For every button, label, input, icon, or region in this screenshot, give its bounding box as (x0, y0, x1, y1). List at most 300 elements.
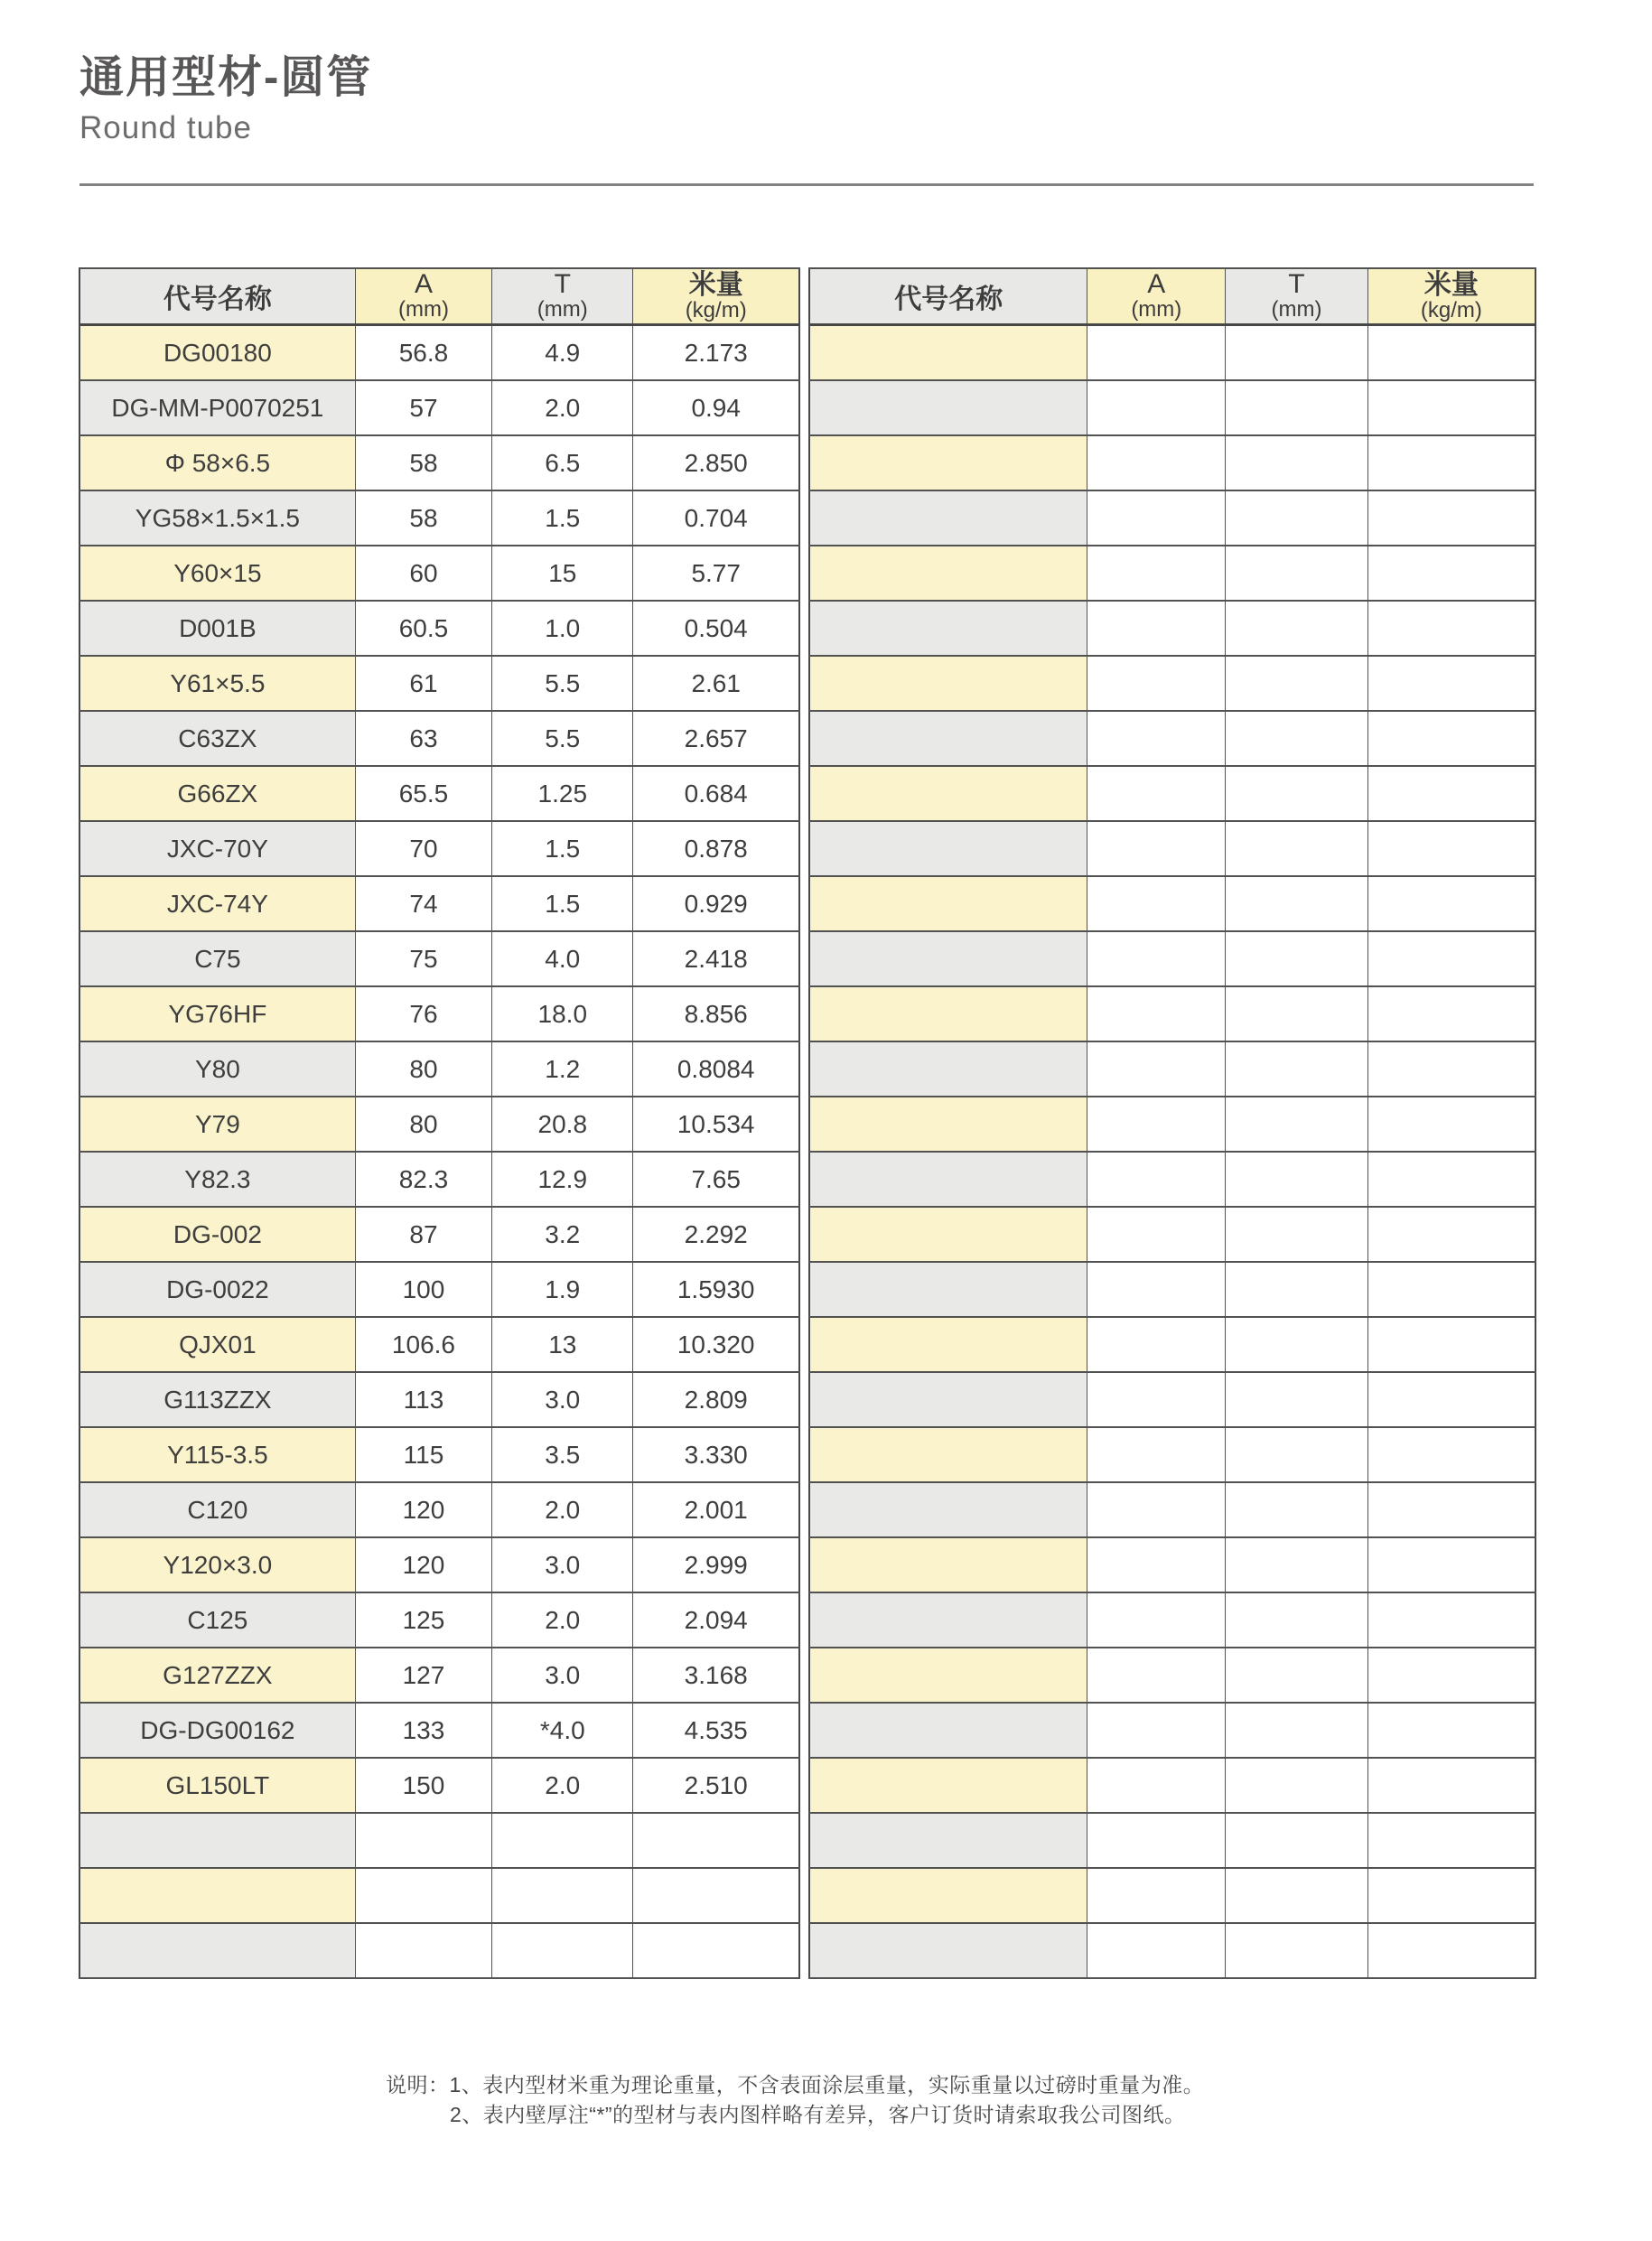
cell-a: 75 (355, 931, 491, 986)
table-row (809, 325, 1535, 381)
page-subtitle: Round tube (79, 110, 252, 146)
col-header-t: T (mm) (492, 268, 633, 325)
cell-w (1367, 931, 1535, 986)
cell-name: C63ZX (79, 711, 355, 766)
title-block (79, 52, 372, 146)
cell-name: YG58×1.5×1.5 (79, 490, 355, 546)
cell-name (809, 1648, 1087, 1703)
cell-t (1226, 435, 1368, 490)
table-row (79, 1041, 799, 1097)
cell-t: 2.0 (492, 380, 633, 435)
table-row (79, 1648, 799, 1703)
cell-a (1087, 1758, 1226, 1813)
cell-a (1087, 876, 1226, 931)
table-row (809, 1097, 1535, 1152)
table-row (79, 766, 799, 821)
cell-w: 10.534 (633, 1097, 799, 1152)
cell-name (809, 931, 1087, 986)
table-row (79, 380, 799, 435)
cell-w: 2.094 (633, 1592, 799, 1648)
cell-a (1087, 1262, 1226, 1317)
cell-t: 3.0 (492, 1372, 633, 1427)
cell-t: *4.0 (492, 1703, 633, 1758)
cell-w: 3.330 (633, 1427, 799, 1482)
cell-t: 3.2 (492, 1207, 633, 1262)
table-body-right (809, 325, 1535, 1979)
cell-a: 60.5 (355, 601, 491, 656)
col-header-t: T (mm) (1226, 268, 1368, 325)
table-row (79, 1923, 799, 1978)
cell-w: 2.292 (633, 1207, 799, 1262)
cell-name (809, 380, 1087, 435)
table-row (79, 1262, 799, 1317)
cell-w (1367, 435, 1535, 490)
table-row (79, 1703, 799, 1758)
cell-name (79, 1868, 355, 1923)
cell-a (1087, 766, 1226, 821)
table-row (809, 821, 1535, 876)
cell-name: Y79 (79, 1097, 355, 1152)
cell-t (1226, 986, 1368, 1041)
cell-w: 5.77 (633, 546, 799, 601)
cell-w: 2.61 (633, 656, 799, 711)
cell-w (1367, 1813, 1535, 1868)
cell-w: 4.535 (633, 1703, 799, 1758)
table-row (79, 1317, 799, 1372)
cell-w: 0.8084 (633, 1041, 799, 1097)
cell-name (809, 1923, 1087, 1978)
table-row (809, 1758, 1535, 1813)
table-row (79, 1813, 799, 1868)
cell-name (809, 1097, 1087, 1152)
table-row (79, 546, 799, 601)
cell-w (1367, 546, 1535, 601)
cell-a (1087, 1041, 1226, 1097)
table-row (79, 1482, 799, 1537)
cell-t: 12.9 (492, 1152, 633, 1207)
cell-t (1226, 1041, 1368, 1097)
table-row (809, 1537, 1535, 1592)
table-row (79, 1537, 799, 1592)
cell-a: 80 (355, 1041, 491, 1097)
cell-w (1367, 1648, 1535, 1703)
cell-a: 60 (355, 546, 491, 601)
cell-t (1226, 1097, 1368, 1152)
cell-name: Y82.3 (79, 1152, 355, 1207)
cell-w: 0.94 (633, 380, 799, 435)
cell-w (1367, 380, 1535, 435)
cell-name: C125 (79, 1592, 355, 1648)
cell-name: DG00180 (79, 325, 355, 381)
cell-t: 2.0 (492, 1592, 633, 1648)
footnote-text-1: 1、表内型材米重为理论重量，不含表面涂层重量，实际重量以过磅时重量为准。 (449, 2073, 1205, 2096)
cell-t (1226, 1868, 1368, 1923)
cell-name (809, 1482, 1087, 1537)
cell-w: 3.168 (633, 1648, 799, 1703)
cell-t: 2.0 (492, 1758, 633, 1813)
cell-name (809, 1041, 1087, 1097)
cell-a: 113 (355, 1372, 491, 1427)
cell-t: 1.0 (492, 601, 633, 656)
cell-w: 0.878 (633, 821, 799, 876)
table-row (79, 821, 799, 876)
cell-w (1367, 1317, 1535, 1372)
cell-name: DG-DG00162 (79, 1703, 355, 1758)
footnotes (386, 2070, 1204, 2130)
cell-a (1087, 1207, 1226, 1262)
col-header-weight: 米量 (kg/m) (1367, 268, 1535, 325)
table-row (809, 1813, 1535, 1868)
col-header-name: 代号名称 (809, 268, 1087, 325)
cell-name: DG-0022 (79, 1262, 355, 1317)
cell-w (633, 1868, 799, 1923)
cell-a (1087, 1482, 1226, 1537)
cell-w: 0.704 (633, 490, 799, 546)
cell-name (809, 656, 1087, 711)
cell-a (1087, 986, 1226, 1041)
cell-w: 2.510 (633, 1758, 799, 1813)
cell-a: 120 (355, 1537, 491, 1592)
footnote-line-2 (386, 2100, 1204, 2130)
table-row (809, 435, 1535, 490)
cell-t (1226, 1262, 1368, 1317)
cell-name: GL150LT (79, 1758, 355, 1813)
cell-name (809, 1152, 1087, 1207)
cell-name (809, 711, 1087, 766)
cell-a: 106.6 (355, 1317, 491, 1372)
spec-table-left (79, 267, 800, 1979)
cell-name (79, 1923, 355, 1978)
cell-t: 3.0 (492, 1537, 633, 1592)
cell-name: Y61×5.5 (79, 656, 355, 711)
cell-name: Y60×15 (79, 546, 355, 601)
cell-a: 70 (355, 821, 491, 876)
cell-w (633, 1813, 799, 1868)
table-row (809, 380, 1535, 435)
cell-a: 150 (355, 1758, 491, 1813)
cell-t: 2.0 (492, 1482, 633, 1537)
col-header-weight: 米量 (kg/m) (633, 268, 799, 325)
cell-w: 2.850 (633, 435, 799, 490)
table-body-left (79, 325, 799, 1979)
cell-t (1226, 1482, 1368, 1537)
cell-name: JXC-70Y (79, 821, 355, 876)
cell-t: 18.0 (492, 986, 633, 1041)
cell-w: 2.999 (633, 1537, 799, 1592)
cell-t (492, 1813, 633, 1868)
cell-w (1367, 601, 1535, 656)
table-row (79, 325, 799, 381)
cell-t (1226, 380, 1368, 435)
col-header-a: A (mm) (1087, 268, 1226, 325)
table-row (79, 711, 799, 766)
table-header (809, 268, 1535, 325)
cell-a: 57 (355, 380, 491, 435)
cell-a: 120 (355, 1482, 491, 1537)
table-row (809, 1262, 1535, 1317)
cell-t: 4.9 (492, 325, 633, 381)
cell-t: 13 (492, 1317, 633, 1372)
cell-t (1226, 1317, 1368, 1372)
cell-w (1367, 1592, 1535, 1648)
cell-name (809, 821, 1087, 876)
cell-a (1087, 1703, 1226, 1758)
cell-a (1087, 325, 1226, 381)
table-row (79, 986, 799, 1041)
cell-name: Y120×3.0 (79, 1537, 355, 1592)
table-row (79, 1372, 799, 1427)
cell-name (809, 1813, 1087, 1868)
table-row (79, 1097, 799, 1152)
cell-w: 2.418 (633, 931, 799, 986)
cell-w (1367, 1923, 1535, 1978)
cell-a (1087, 1923, 1226, 1978)
cell-t (1226, 1648, 1368, 1703)
cell-t (1226, 490, 1368, 546)
table-row (809, 1868, 1535, 1923)
cell-name: D001B (79, 601, 355, 656)
table-row (79, 931, 799, 986)
cell-name (79, 1813, 355, 1868)
header-row (79, 268, 799, 325)
cell-name: Y80 (79, 1041, 355, 1097)
table-row (809, 1923, 1535, 1978)
cell-a (1087, 1648, 1226, 1703)
cell-a: 100 (355, 1262, 491, 1317)
table-row (809, 1427, 1535, 1482)
cell-w: 8.856 (633, 986, 799, 1041)
cell-t: 1.2 (492, 1041, 633, 1097)
table-row (79, 435, 799, 490)
cell-w (1367, 1097, 1535, 1152)
cell-w (1367, 766, 1535, 821)
table-row (79, 1758, 799, 1813)
cell-name (809, 1372, 1087, 1427)
cell-a (1087, 1152, 1226, 1207)
cell-a (1087, 821, 1226, 876)
cell-a (1087, 656, 1226, 711)
cell-a: 80 (355, 1097, 491, 1152)
cell-t (1226, 1152, 1368, 1207)
cell-w (1367, 986, 1535, 1041)
cell-a (355, 1923, 491, 1978)
cell-a (1087, 1537, 1226, 1592)
cell-w: 0.504 (633, 601, 799, 656)
cell-t (1226, 1592, 1368, 1648)
cell-name (809, 1207, 1087, 1262)
table-row (79, 656, 799, 711)
page-title: 通用型材-圆管 (79, 53, 373, 102)
cell-t (1226, 325, 1368, 381)
cell-a (1087, 546, 1226, 601)
cell-w (1367, 490, 1535, 546)
cell-name: G66ZX (79, 766, 355, 821)
cell-t (1226, 1427, 1368, 1482)
cell-name (809, 1592, 1087, 1648)
cell-t (1226, 766, 1368, 821)
cell-t (1226, 711, 1368, 766)
footnote-line-1 (386, 2070, 1204, 2100)
spec-tables (79, 267, 1536, 1979)
cell-t: 3.5 (492, 1427, 633, 1482)
cell-t: 1.9 (492, 1262, 633, 1317)
cell-a: 125 (355, 1592, 491, 1648)
cell-a (1087, 490, 1226, 546)
table-row (809, 1648, 1535, 1703)
cell-a (1087, 435, 1226, 490)
table-row (809, 1317, 1535, 1372)
table-row (809, 1703, 1535, 1758)
cell-w (1367, 1372, 1535, 1427)
cell-name (809, 1703, 1087, 1758)
cell-t: 1.5 (492, 821, 633, 876)
cell-name: JXC-74Y (79, 876, 355, 931)
cell-w (1367, 876, 1535, 931)
cell-name (809, 546, 1087, 601)
cell-name (809, 986, 1087, 1041)
table-row (809, 1207, 1535, 1262)
cell-a (1087, 931, 1226, 986)
cell-t (1226, 1703, 1368, 1758)
cell-t (1226, 1813, 1368, 1868)
table-row (809, 601, 1535, 656)
cell-w: 0.684 (633, 766, 799, 821)
cell-name: YG76HF (79, 986, 355, 1041)
cell-name (809, 1758, 1087, 1813)
cell-a: 61 (355, 656, 491, 711)
cell-w: 0.929 (633, 876, 799, 931)
table-row (809, 876, 1535, 931)
cell-t: 1.5 (492, 876, 633, 931)
cell-a: 56.8 (355, 325, 491, 381)
cell-a (1087, 1813, 1226, 1868)
table-row (809, 711, 1535, 766)
cell-t: 6.5 (492, 435, 633, 490)
table-row (809, 546, 1535, 601)
table-header (79, 268, 799, 325)
cell-w: 2.173 (633, 325, 799, 381)
cell-t: 3.0 (492, 1648, 633, 1703)
title-divider (79, 183, 1534, 186)
cell-w (1367, 711, 1535, 766)
cell-a (1087, 1317, 1226, 1372)
cell-w: 1.5930 (633, 1262, 799, 1317)
header-row (809, 268, 1535, 325)
cell-name: G127ZZX (79, 1648, 355, 1703)
table-row (79, 1152, 799, 1207)
cell-t: 20.8 (492, 1097, 633, 1152)
cell-name: DG-002 (79, 1207, 355, 1262)
cell-t (1226, 821, 1368, 876)
cell-a (1087, 711, 1226, 766)
col-header-name: 代号名称 (79, 268, 355, 325)
cell-w (1367, 1482, 1535, 1537)
table-row (809, 766, 1535, 821)
cell-a: 76 (355, 986, 491, 1041)
cell-t (1226, 1923, 1368, 1978)
cell-name (809, 325, 1087, 381)
cell-t (1226, 601, 1368, 656)
cell-name: QJX01 (79, 1317, 355, 1372)
cell-w (1367, 1703, 1535, 1758)
table-row (809, 1372, 1535, 1427)
cell-w (1367, 1041, 1535, 1097)
cell-t (1226, 1537, 1368, 1592)
cell-w (1367, 1427, 1535, 1482)
cell-w: 2.657 (633, 711, 799, 766)
cell-name (809, 1537, 1087, 1592)
cell-w (1367, 325, 1535, 381)
cell-name (809, 876, 1087, 931)
cell-name: Φ 58×6.5 (79, 435, 355, 490)
cell-a: 74 (355, 876, 491, 931)
cell-t: 5.5 (492, 656, 633, 711)
cell-w: 2.809 (633, 1372, 799, 1427)
table-row (809, 986, 1535, 1041)
cell-a (1087, 1372, 1226, 1427)
table-row (809, 1152, 1535, 1207)
col-header-a: A (mm) (355, 268, 491, 325)
cell-t (492, 1923, 633, 1978)
cell-t (492, 1868, 633, 1923)
table-row (809, 1041, 1535, 1097)
cell-t (1226, 546, 1368, 601)
cell-w (1367, 1758, 1535, 1813)
cell-a (355, 1868, 491, 1923)
table-row (809, 490, 1535, 546)
table-row (79, 601, 799, 656)
cell-t: 15 (492, 546, 633, 601)
table-row (809, 931, 1535, 986)
cell-t (1226, 931, 1368, 986)
cell-name (809, 435, 1087, 490)
cell-t (1226, 1758, 1368, 1813)
table-row (79, 1427, 799, 1482)
cell-t (1226, 1207, 1368, 1262)
cell-a (1087, 1097, 1226, 1152)
cell-name: C120 (79, 1482, 355, 1537)
table-row (79, 490, 799, 546)
cell-w (1367, 821, 1535, 876)
cell-w (633, 1923, 799, 1978)
cell-a: 63 (355, 711, 491, 766)
cell-t: 1.5 (492, 490, 633, 546)
cell-t (1226, 656, 1368, 711)
cell-w: 7.65 (633, 1152, 799, 1207)
cell-w (1367, 1868, 1535, 1923)
cell-name (809, 1868, 1087, 1923)
table-row (79, 1592, 799, 1648)
cell-name: G113ZZX (79, 1372, 355, 1427)
cell-a (1087, 1427, 1226, 1482)
cell-a: 82.3 (355, 1152, 491, 1207)
cell-a: 58 (355, 435, 491, 490)
cell-t (1226, 876, 1368, 931)
cell-a: 65.5 (355, 766, 491, 821)
table-row (809, 1482, 1535, 1537)
cell-t (1226, 1372, 1368, 1427)
table-row (809, 656, 1535, 711)
cell-t: 1.25 (492, 766, 633, 821)
cell-a (355, 1813, 491, 1868)
table-row (79, 876, 799, 931)
cell-w (1367, 1207, 1535, 1262)
cell-a: 127 (355, 1648, 491, 1703)
cell-a: 87 (355, 1207, 491, 1262)
cell-name (809, 766, 1087, 821)
cell-a (1087, 601, 1226, 656)
cell-name (809, 1317, 1087, 1372)
